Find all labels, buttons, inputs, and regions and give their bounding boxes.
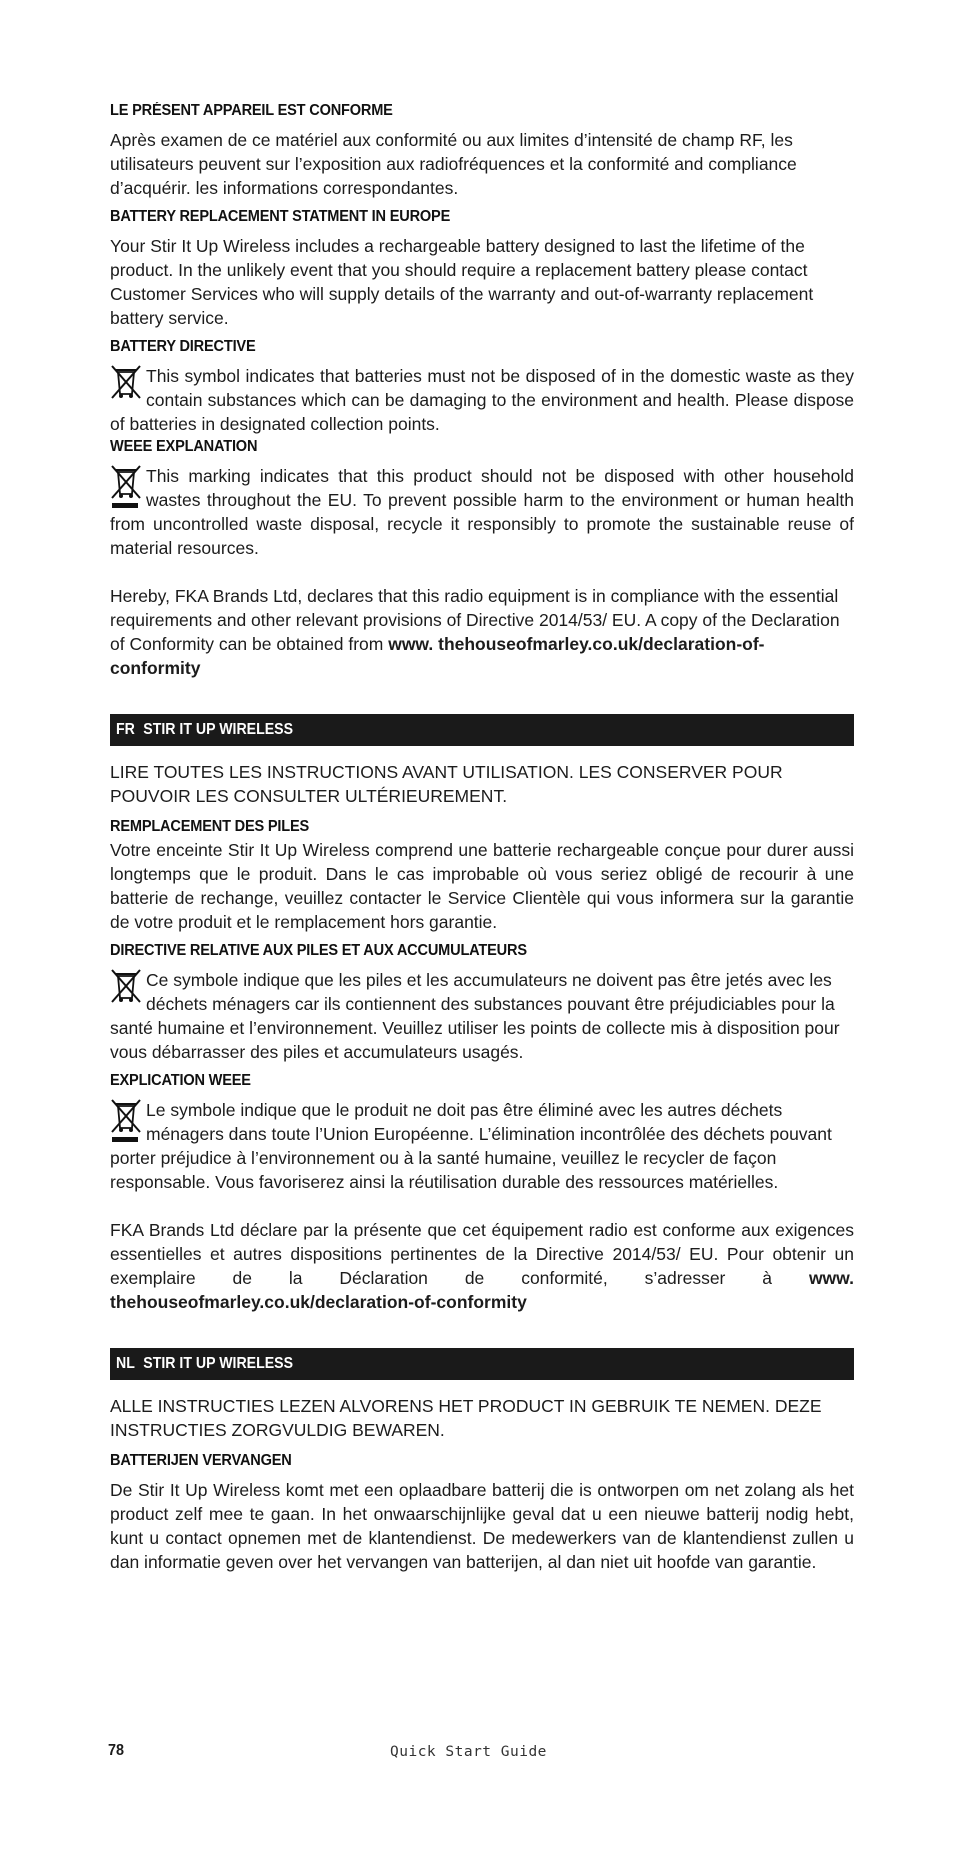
section-heading: EXPLICATION WEEE — [110, 1072, 251, 1089]
section-heading: BATTERY REPLACEMENT STATMENT IN EUROPE — [110, 208, 451, 225]
product-title: STIR IT UP WIRELESS — [143, 1355, 294, 1372]
crossed-bin-icon — [110, 968, 144, 1012]
intro-paragraph: ALLE INSTRUCTIES LEZEN ALVORENS HET PRODUCT IN GEBRUIK TE NEMEN. DEZE INSTRUCTIES ZORGVULDIG BEWAREN. — [110, 1396, 822, 1440]
paragraph: Your Stir It Up Wireless includes a rechargeable battery designed to last the lifetime of the product. In the unlikely event that you should require a replacement battery please contact Customer Services who will supply details of the warranty and out-of-warranty replacement battery service. — [110, 236, 814, 328]
declaration-paragraph — [110, 1218, 854, 1314]
section-heading: BATTERY DIRECTIVE — [110, 338, 256, 355]
paragraph: Ce symbole indique que les piles et les accumulateurs ne doivent pas être jetés avec les déchets ménagers car ils contiennent des substances pouvant être préjudiciables pour la santé humaine et l’environnement. Veuillez utiliser les points de collecte mis à disposition pour vous débarrasser des piles et accumulateurs usagés. — [110, 970, 840, 1062]
language-code: NL — [116, 1355, 135, 1372]
section-heading: LE PRÉSENT APPAREIL EST CONFORME — [110, 102, 393, 119]
language-code: FR — [116, 721, 135, 738]
declaration-paragraph — [110, 584, 854, 680]
section-heading: DIRECTIVE RELATIVE AUX PILES ET AUX ACCUMULATEURS — [110, 942, 527, 959]
weee-bin-icon — [110, 464, 144, 508]
declaration-link[interactable]: www. thehouseofmarley.co.uk/declaration-of-conformity — [110, 634, 765, 678]
paragraph: Après examen de ce matériel aux conformité ou aux limites d’intensité de champ RF, les utilisateurs peuvent sur l’exposition aux radiofréquences et la conformité and compliance d’acquérir. les informations correspondantes. — [110, 130, 797, 198]
section-heading: BATTERIJEN VERVANGEN — [110, 1452, 292, 1469]
paragraph: De Stir It Up Wireless komt met een oplaadbare batterij die is ontworpen om net zolang als het product zelf mee te gaan. In het onwaarschijnlijke geval dat u een nieuwe batterij nodig hebt, kunt u contact opnemen met de klantendienst. De medewerkers van de klantendienst zullen u dan informatie geven over het vervangen van batterijen, al dan niet uit hoofde van garantie. — [110, 1480, 854, 1572]
battery-directive-block — [110, 968, 854, 1064]
weee-block — [110, 1098, 854, 1194]
crossed-bin-icon — [110, 364, 144, 408]
language-header-nl — [110, 1348, 854, 1380]
guide-title: Quick Start Guide — [390, 1744, 547, 1760]
paragraph: This symbol indicates that batteries must not be disposed of in the domestic waste as they contain substances which can be damaging to the environment and health. Please dispose of batteries in designated collection points. — [110, 366, 854, 434]
section-heading: WEEE EXPLANATION — [110, 438, 258, 455]
product-title: STIR IT UP WIRELESS — [143, 721, 294, 738]
section-heading: REMPLACEMENT DES PILES — [110, 818, 310, 835]
intro-paragraph: LIRE TOUTES LES INSTRUCTIONS AVANT UTILISATION. LES CONSERVER POUR POUVOIR LES CONSULTER ULTÉRIEUREMENT. — [110, 762, 783, 806]
declaration-text: FKA Brands Ltd déclare par la présente que cet équipement radio est conforme aux exigences essentielles et autres dispositions pertinentes de la Directive 2014/53/ EU. Pour obtenir un exemplaire de la Déclaration de conformité, s’adresser à — [110, 1220, 854, 1288]
declaration-text: Hereby, FKA Brands Ltd, declares that this radio equipment is in compliance with the essential requirements and other relevant provisions of Directive 2014/53/ EU. A copy of the Declaration of Conformity can be obtained from — [110, 586, 840, 654]
weee-block — [110, 464, 854, 560]
paragraph: Le symbole indique que le produit ne doit pas être éliminé avec les autres déchets ménagers dans toute l’Union Européenne. L’élimination incontrôlée des déchets pouvant porter préjudice à l’environnement ou à la santé humaine, veuillez le recycler de façon responsable. Vous favoriserez ainsi la réutilisation durable des ressources matérielles. — [110, 1100, 832, 1192]
page-number: 78 — [108, 1742, 125, 1759]
battery-directive-block — [110, 364, 854, 436]
paragraph: This marking indicates that this product should not be disposed with other household wastes throughout the EU. To prevent possible harm to the environment or human health from uncontrolled waste disposal, recycle it responsibly to promote the sustainable reuse of material resources. — [110, 466, 854, 558]
declaration-link[interactable]: www. thehouseofmarley.co.uk/declaration-of-conformity — [110, 1268, 854, 1312]
language-header-fr — [110, 714, 854, 746]
paragraph: Votre enceinte Stir It Up Wireless comprend une batterie rechargeable conçue pour durer aussi longtemps que le produit. Dans le cas improbable où vous seriez obligé de recourir à une batterie de rechange, veuillez contacter le Service Clientèle qui vous informera sur la garantie de votre produit et le remplacement hors garantie. — [110, 840, 854, 932]
weee-bin-icon — [110, 1098, 144, 1142]
manual-page — [110, 100, 854, 1574]
